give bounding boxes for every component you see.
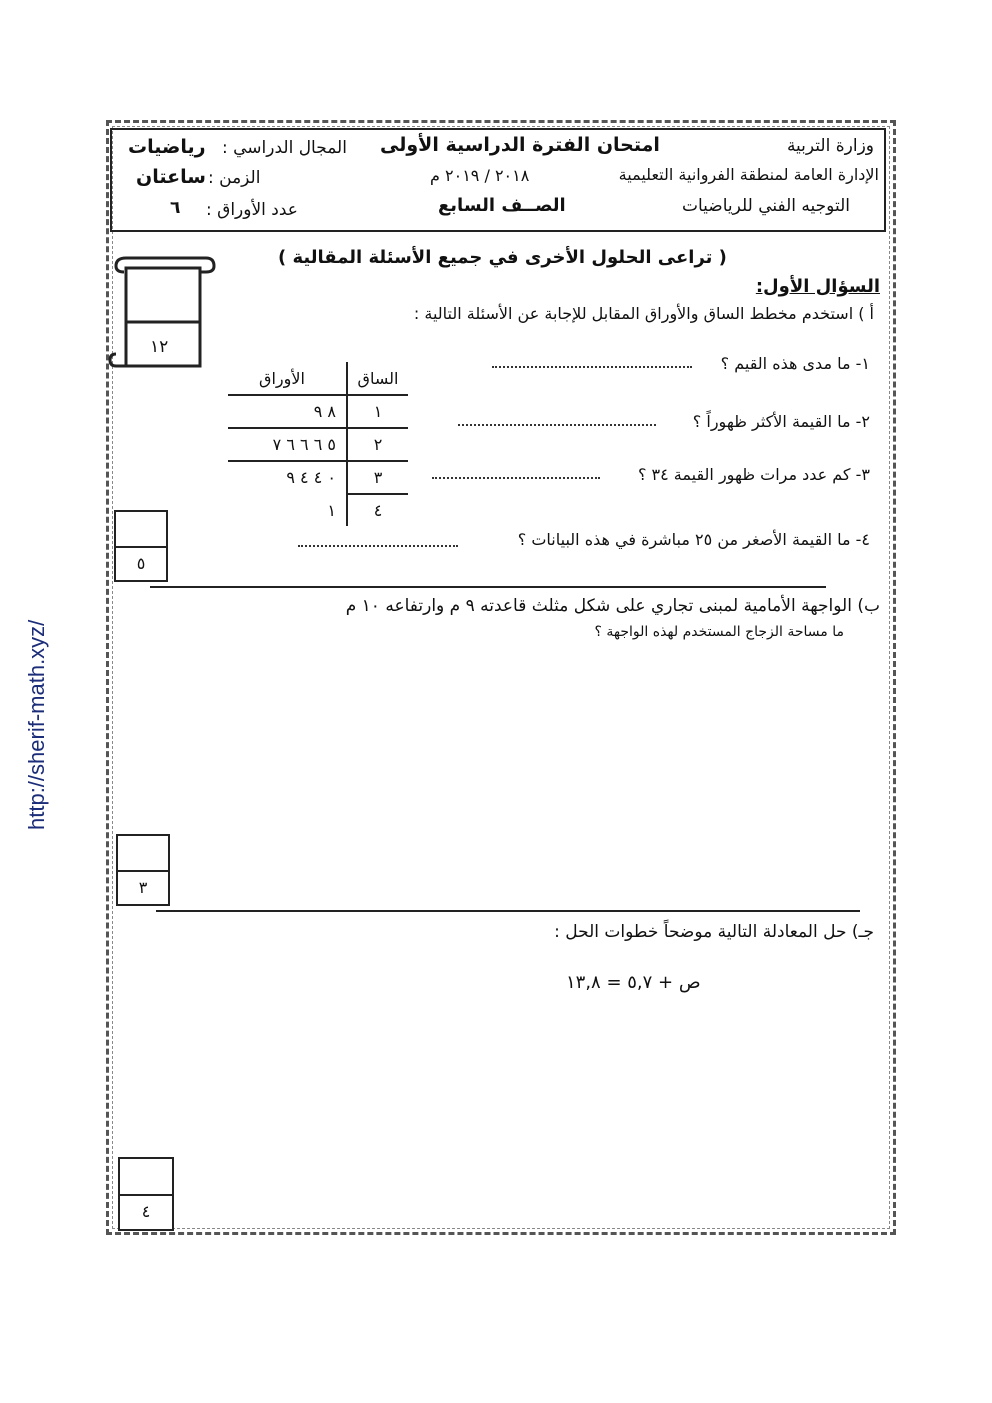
stem-cell: ٢	[347, 428, 408, 461]
leaves-cell: ٠ ٤ ٤ ٩	[228, 461, 347, 494]
part-a-instruction: أ ) استخدم مخطط الساق والأوراق المقابل للإجابة عن الأسئلة التالية :	[413, 304, 874, 323]
stem-leaf-plot	[228, 362, 408, 526]
stem-cell: ١	[347, 395, 408, 428]
part-b-score-box	[116, 834, 170, 906]
stem-header: الساق	[347, 362, 408, 395]
grade-level: الصــف السابع	[438, 195, 566, 216]
stem-cell: ٤	[347, 494, 408, 526]
equation: ص + ٥,٧ = ١٣,٨	[566, 972, 701, 993]
part-c-score: ٤	[141, 1202, 151, 1221]
subject-value: رياضيات	[128, 136, 206, 158]
leaves-cell: ٥ ٦ ٦ ٦ ٧	[228, 428, 347, 461]
general-note: ( تراعى الحلول الأخرى في جميع الأسئلة المقالية )	[278, 247, 727, 268]
part-b-text: ب) الواجهة الأمامية لمبنى تجاري على شكل مثلث قاعدته ٩ م وارتفاعه ١٠ م	[345, 596, 880, 616]
answer-line-2[interactable]	[458, 424, 656, 426]
score-entry[interactable]	[116, 512, 166, 548]
question1-title: السؤال الأول:	[755, 276, 880, 297]
question1-total-score: ١٢	[150, 337, 169, 357]
academic-year: ٢٠١٨ / ٢٠١٩ م	[430, 166, 530, 185]
pages-value: ٦	[170, 198, 181, 218]
leaves-cell: ٨ ٩	[228, 395, 347, 428]
part-a-score-box	[114, 510, 168, 582]
leaves-header: الأوراق	[259, 368, 305, 388]
time-value: ساعتان	[136, 166, 206, 188]
section-divider	[156, 910, 860, 912]
part-a-score: ٥	[136, 553, 146, 573]
answer-line-4[interactable]	[298, 545, 458, 547]
score-entry[interactable]	[120, 1159, 172, 1196]
part-a-item-1: ١- ما مدى هذه القيم ؟	[720, 354, 870, 373]
pages-label: عدد الأوراق :	[206, 200, 298, 220]
website-watermark[interactable]: http://sherif-math.xyz/	[24, 619, 49, 830]
part-c-score-box	[118, 1157, 174, 1231]
answer-line-1[interactable]	[492, 366, 692, 368]
part-b-question: ما مساحة الزجاج المستخدم لهذه الواجهة ؟	[594, 624, 844, 640]
subject-label: المجال الدراسي :	[222, 138, 347, 158]
part-c-text: جـ) حل المعادلة التالية موضحاً خطوات الحل :	[554, 922, 874, 942]
score-entry[interactable]	[118, 836, 168, 872]
directorate-name: الإدارة العامة لمنطقة الفروانية التعليمية	[618, 165, 879, 184]
section-divider	[150, 586, 826, 588]
part-a-item-2: ٢- ما القيمة الأكثر ظهوراً ؟	[692, 412, 870, 431]
stem-cell: ٣	[347, 461, 408, 494]
supervision-name: التوجيه الفني للرياضيات	[681, 196, 850, 216]
exam-title: امتحان الفترة الدراسية الأولى	[380, 134, 660, 156]
ministry-name: وزارة التربية	[786, 136, 874, 156]
time-label: الزمن :	[208, 168, 261, 188]
leaves-cell: ١	[327, 501, 336, 520]
part-a-item-4: ٤- ما القيمة الأصغر من ٢٥ مباشرة في هذه البيانات ؟	[517, 530, 870, 549]
answer-line-3[interactable]	[432, 477, 600, 479]
part-a-item-3: ٣- كم عدد مرات ظهور القيمة ٣٤ ؟	[637, 465, 870, 484]
part-b-score: ٣	[138, 877, 148, 897]
